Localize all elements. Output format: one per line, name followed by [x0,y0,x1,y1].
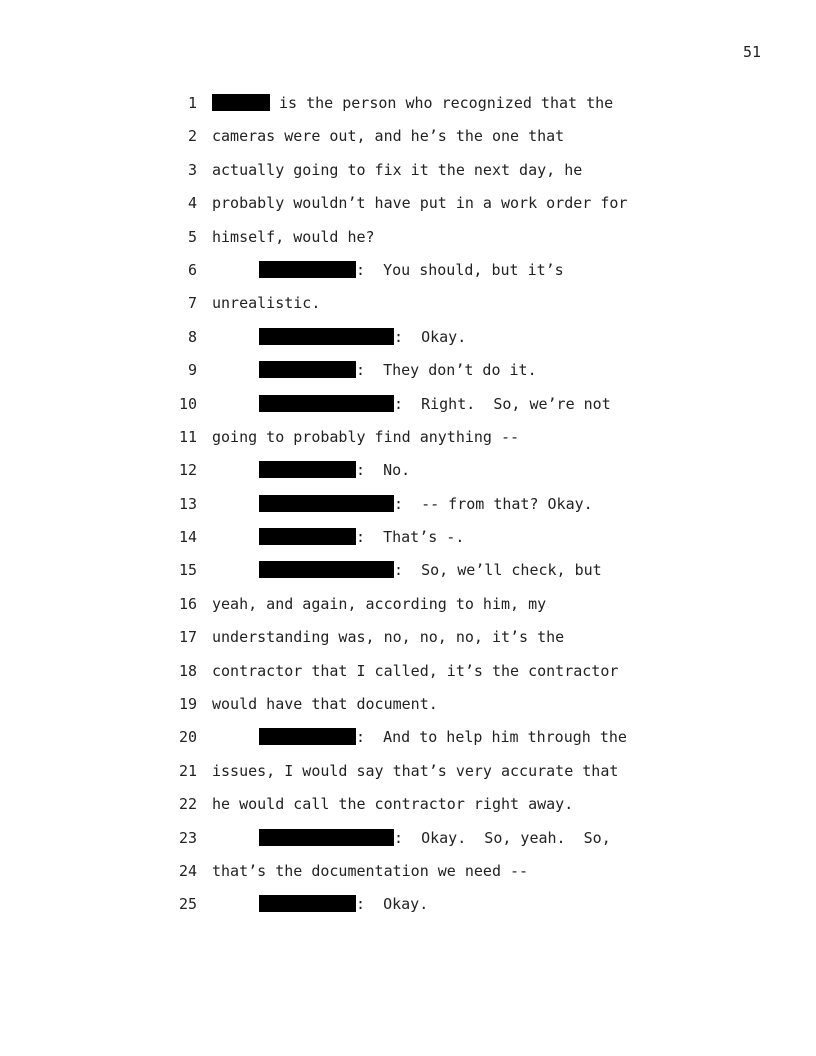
speaker-line [259,528,464,546]
transcript-line [0,895,816,928]
line-number: 19 [178,695,197,714]
line-number: 8 [187,327,197,346]
line-number: 16 [178,594,197,613]
redacted-speaker-name [259,361,356,378]
transcript-line [0,161,816,194]
line-number: 1 [187,94,197,112]
speaker-line [259,895,428,913]
line-number: 22 [178,795,197,814]
speaker-line [259,395,611,413]
transcript-line [0,662,816,695]
transcript-line [0,294,816,327]
speaker-line [259,261,564,279]
line-text: : You should, but it’s [356,260,564,279]
line-number: 2 [187,127,197,146]
line-text: : Okay. [394,327,467,346]
line-text: cameras were out, and he’s the one that [212,127,565,146]
line-text: would have that document. [212,695,438,714]
line-number: 7 [187,294,197,313]
redacted-speaker-name [259,528,356,545]
line-text: he would call the contractor right away. [212,795,574,814]
line-number: 17 [178,628,197,647]
line-text: : And to help him through the [356,728,627,747]
transcript-line [0,428,816,461]
speaker-line [259,495,593,513]
redacted-speaker-name [259,461,356,478]
redacted-speaker-name [259,495,394,512]
transcript-line [0,127,816,160]
page-number: 51 [742,43,761,61]
speaker-line [259,829,611,847]
line-text: : -- from that? Okay. [394,494,593,513]
line-text: : That’s -. [356,528,465,547]
line-text: : So, we’ll check, but [394,561,602,580]
transcript-line [0,728,816,761]
line-number: 21 [178,761,197,780]
transcript-line [0,528,816,561]
line-number: 9 [187,361,197,380]
redaction-bar [212,94,270,111]
transcript-line [0,595,816,628]
transcript-line [0,795,816,828]
line-text: issues, I would say that’s very accurate that [212,761,619,780]
transcript-line [0,762,816,795]
transcript-line [0,94,816,127]
transcript-line [0,561,816,594]
line-text: actually going to fix it the next day, he [212,160,583,179]
transcript-line [0,261,816,294]
line-number: 4 [187,194,197,213]
line-number: 23 [178,828,197,847]
line-number: 12 [178,461,197,480]
speaker-line [259,328,466,346]
line-text: : They don’t do it. [356,361,537,380]
transcript-line [0,495,816,528]
transcript-line [0,228,816,261]
line-number: 5 [187,227,197,246]
line-number: 20 [178,728,197,747]
line-number: 18 [178,661,197,680]
transcript-line [0,395,816,428]
redacted-speaker-name [259,829,394,846]
transcript-line [0,695,816,728]
line-text: contractor that I called, it’s the contractor [212,661,619,680]
line-text: : Okay. So, yeah. So, [394,828,611,847]
line-text: unrealistic. [212,294,321,313]
line-text: : Okay. [356,895,429,914]
redacted-speaker-name [259,328,394,345]
transcript-line [0,628,816,661]
transcript-body [0,94,816,929]
line-number: 3 [187,160,197,179]
line-number: 13 [178,494,197,513]
speaker-line [259,461,410,479]
line-number: 11 [178,427,197,446]
redacted-speaker-name [259,895,356,912]
line-text: is the person who recognized that the [270,94,614,112]
line-text: : No. [356,461,411,480]
redacted-speaker-name [259,728,356,745]
line-content [212,94,613,112]
line-text: understanding was, no, no, no, it’s the [212,628,565,647]
line-number: 25 [178,895,197,914]
transcript-line [0,328,816,361]
line-text: yeah, and again, according to him, my [212,594,547,613]
line-number: 24 [178,861,197,880]
transcript-line [0,461,816,494]
redacted-speaker-name [259,561,394,578]
redacted-speaker-name [259,395,394,412]
speaker-line [259,728,627,746]
line-text: : Right. So, we’re not [394,394,611,413]
speaker-line [259,561,602,579]
transcript-line [0,862,816,895]
line-number: 14 [178,528,197,547]
line-text: probably wouldn’t have put in a work order for [212,194,628,213]
line-number: 15 [178,561,197,580]
speaker-line [259,361,537,379]
transcript-line [0,194,816,227]
line-number: 6 [187,260,197,279]
transcript-line [0,829,816,862]
transcript-line [0,361,816,394]
line-text: himself, would he? [212,227,375,246]
line-number: 10 [178,394,197,413]
line-text: that’s the documentation we need -- [212,861,529,880]
redacted-speaker-name [259,261,356,278]
line-text: going to probably find anything -- [212,427,520,446]
